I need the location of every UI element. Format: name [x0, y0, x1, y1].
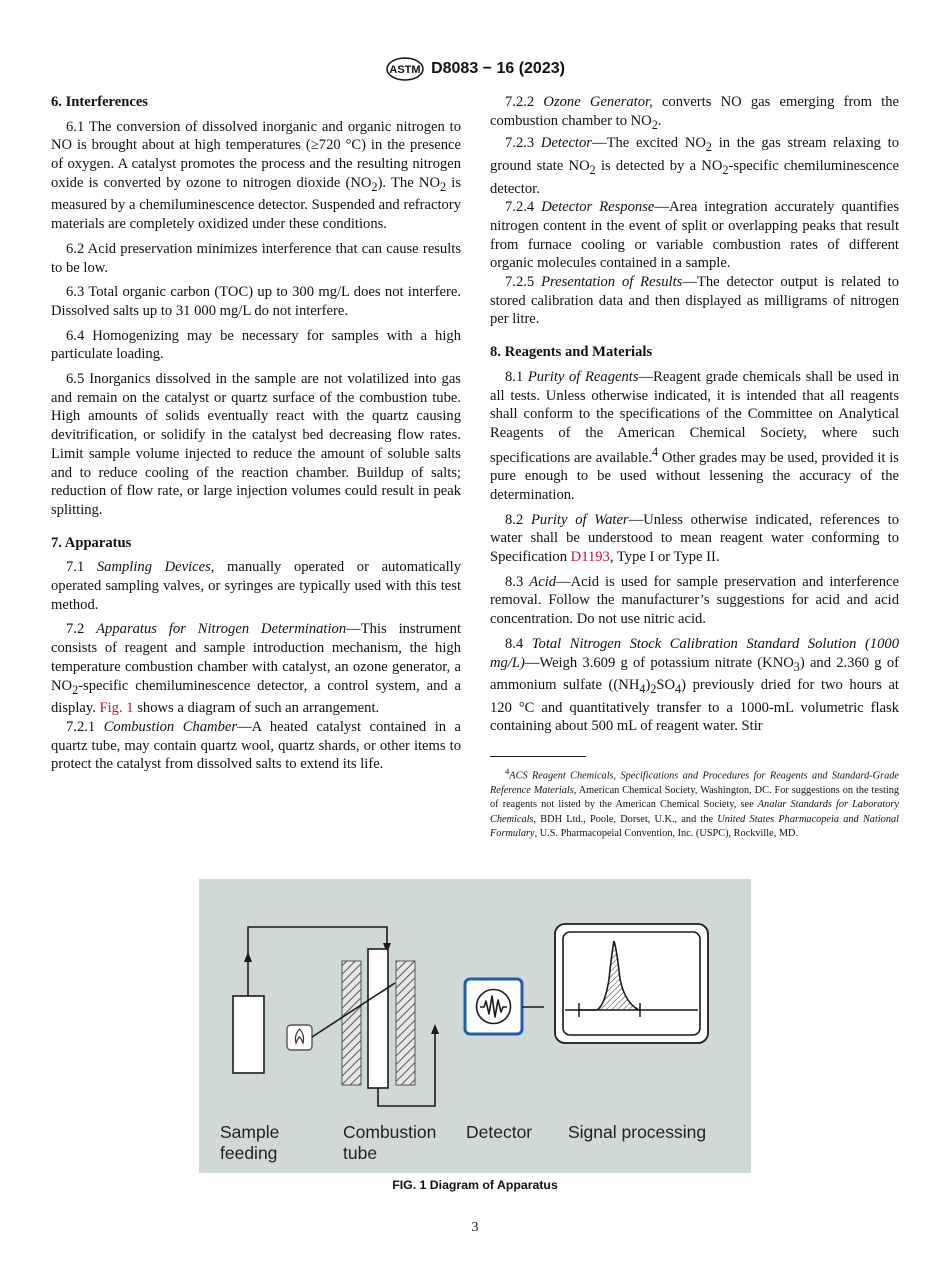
para-7-1: 7.1 Sampling Devices, manually operated or automatically operated sampling valves, or syringes are typically used with this test method. [51, 559, 461, 613]
para-6-1: 6.1 The conversion of dissolved inorganic and organic nitrogen to NO is brought about at high temperatures (≥720 °C) in the presence of oxygen. A catalyst promotes the process and the resulting nitrogen oxide is converted by ozone to nitrogen dioxide $(NO_2)$. The $NO_2$ is measured by a chemiluminescence detector. Suspended and refractory materials are completely oxidized under these conditions. [51, 118, 462, 233]
astm-logo-icon [385, 57, 425, 81]
left-column [51, 93, 461, 780]
combustion-tube [368, 949, 388, 1088]
para-8-3: 8.3 Acid—Acid is used for sample preservation and interference removal. Follow the manufacturer’s suggestions for acid and acid concentration. Do not use nitric acid. [490, 573, 900, 628]
para-8-4: 8.4 Total Nitrogen Stock Calibration Standard Solution (1000 mg/L)—Weigh 3.609 g of potassium nitrate $(KNO_3)$ and 2.360 g of ammonium sulfate $((NH_4)_2SO_4)$ previously dried for two hours at 120 °C and quantitatively transfer to a 1000-mL volumetric flask containing about 500 mL of reagent water. Stir [490, 635, 899, 735]
para-8-2: 8.2 Purity of Water—Unless otherwise indicated, references to water shall be understood to mean reagent water conforming to Specification D1193, Type I or Type II. [490, 511, 900, 566]
para-7-2-1: 7.2.1 Combustion Chamber—A heated catalyst contained in a quartz tube, may contain quartz wool, quartz shards, or other items to protect the catalyst from dissolved salts to extend its life. [51, 718, 462, 773]
right-column [490, 93, 899, 847]
footnote-4: $^4$ACS Reagent Chemicals, Specifications and Procedures for Reagents and Standard-Grade Reference Materials, American Chemical Society, Washington, DC. For suggestions on the testing of reagents not listed by the American Chemical Society, see Analar Standards for Laboratory Chemicals, BDH Ltd., Poole, Dorset, U.K., and the United States Pharmacopeia and National Formulary, U.S. Pharmacopeial Convention, Inc. (USPC), Rockville, MD. [490, 766, 899, 839]
para-7-2-5: 7.2.5 Presentation of Results—The detector output is related to stored calibration data and then displayed as milligrams of nitrogen per litre. [490, 274, 900, 328]
para-8-1: 8.1 Purity of Reagents—Reagent grade chemicals shall be used in all tests. Unless otherwise indicated, it is intended that all reagents shall conform to the specifications of the Committee on Analytical Reagents of the American Chemical Society, where such specifications are available.$^4$ Other grades may be used, provided it is pure enough to be used without lessening the accuracy of the determination. [490, 368, 899, 503]
furnace-heater-left [342, 961, 361, 1085]
sample-feeding-box [233, 996, 264, 1073]
para-7-2-2: 7.2.2 Ozone Generator, converts NO gas emerging from the combustion chamber to $NO_2$. [490, 94, 899, 132]
figure-caption: FIG. 1 Diagram of Apparatus [392, 1178, 558, 1192]
para-6-3: 6.3 Total organic carbon (TOC) up to 300 mg/L does not interfere. Dissolved salts up to 31 000 mg/L do not interfere. [51, 284, 461, 319]
para-7-2: 7.2 Apparatus for Nitrogen Determination—This instrument consists of reagent and sample introduction mechanism, the high temperature combustion chamber with catalyst, an ozone generator, a $NO_2$-specific chemiluminescence detector, a control system, and a display. Fig. 1 shows a diagram of such an arrangement. [51, 621, 461, 717]
label-combustion-tube: Combustion tube [343, 1122, 437, 1163]
para-6-5: 6.5 Inorganics dissolved in the sample are not volatilized into gas and remain on the catalyst or quartz surface of the combustion tube. High amounts of solids eventually react with the quartz causing devitrification, or solidify in the catalyst bed decreasing flow rates. Limit sample volume injected to reduce the amount of soluble salts and to reduce cooling of the reaction chamber. Buildup of salts; reduction of flow rate, or large injection volumes could result in peak splitting. [51, 371, 461, 518]
apparatus-diagram [199, 879, 751, 1173]
page-number: 3 [471, 1220, 479, 1235]
svg-text:ASTM: ASTM [389, 64, 421, 76]
furnace-heater-right [396, 961, 415, 1085]
section-6-heading: 6. Interferences [51, 94, 148, 110]
d1193-link[interactable]: D1193 [570, 549, 610, 566]
para-7-2-4: 7.2.4 Detector Response—Area integration accurately quantifies nitrogen content in the event of split or overlapping peaks that result from furnace cooling or variable combustion rates of different organic molecules contained in a sample. [490, 199, 899, 272]
section-7-heading: 7. Apparatus [51, 534, 132, 551]
up-arrow-icon [244, 952, 252, 962]
para-6-2: 6.2 Acid preservation minimizes interference that can cause results to be low. [51, 240, 461, 276]
fig-1-link[interactable]: Fig. 1 [99, 700, 134, 717]
standard-number: D8083 − 16 (2023) [431, 60, 565, 77]
monitor-screen [563, 932, 700, 1035]
feed-line [248, 927, 387, 996]
label-sample-feeding: Sample feeding [220, 1122, 280, 1163]
para-6-4: 6.4 Homogenizing may be necessary for samples with a high particulate loading. [51, 327, 461, 363]
label-signal-processing: Signal processing [568, 1122, 707, 1142]
page-header [0, 56, 950, 82]
footnote-divider [490, 756, 586, 757]
label-detector: Detector [466, 1122, 533, 1142]
detector-arrow-icon [431, 1024, 439, 1034]
section-8-heading: 8. Reagents and Materials [490, 344, 653, 361]
para-7-2-3: 7.2.3 Detector—The excited $NO_2$ in the gas stream relaxing to ground state $NO_2$ is detected by a $NO_2$-specific chemiluminescence detector. [490, 135, 899, 197]
